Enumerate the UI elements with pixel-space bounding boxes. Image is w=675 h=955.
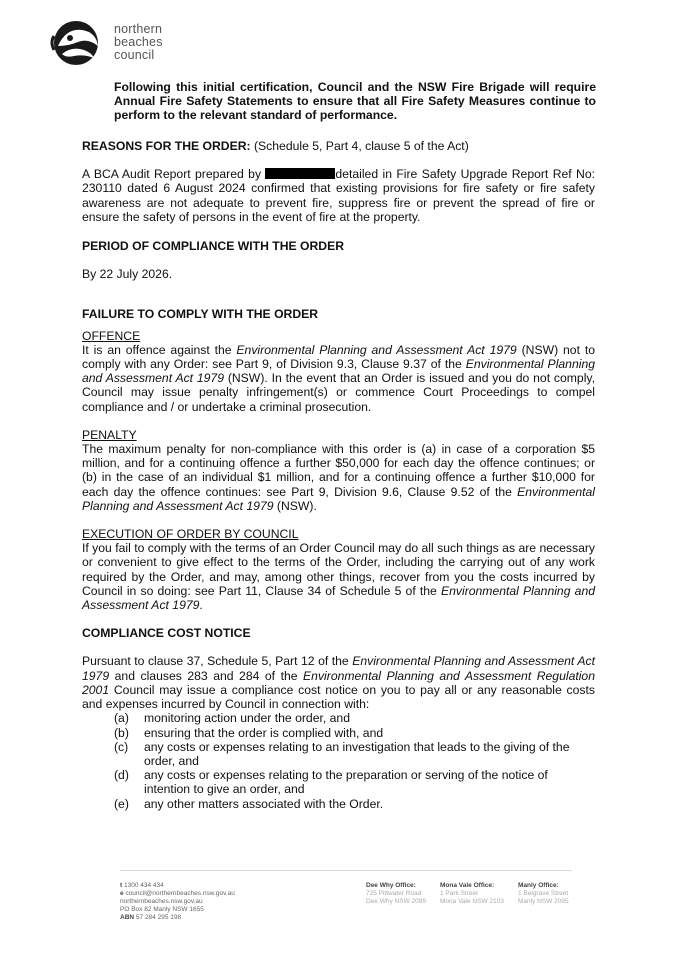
council-name — [114, 23, 163, 62]
office-name: Manly Office: — [518, 882, 559, 889]
phone-label: t — [120, 882, 123, 889]
footer-office-mona-vale — [440, 882, 504, 906]
cost-text-a: Pursuant to clause 37, Schedule 5, Part 12 of the — [82, 654, 353, 669]
cost-text-b: and clauses 283 and 284 of the — [109, 668, 304, 683]
list-item — [114, 711, 595, 725]
reasons-text-after: detailed in Fire Safety Upgrade Report Ref No: 230110 dated 6 August 2024 confirmed that existing provisions for fire safety or fire safety awareness are not adequate to prevent fire, suppress fire or prevent the spread of fire or ensure the safety of persons in the event of fire at the property. — [82, 167, 595, 224]
footer-office-manly — [518, 882, 569, 906]
list-item-label: (e) — [114, 796, 129, 811]
list-item-text: any costs or expenses relating to the preparation or serving of the notice of intention to give an order, and — [144, 768, 548, 797]
logo-line-1: northern — [114, 21, 163, 36]
footer-office-dee-why — [366, 882, 426, 906]
list-item-text: any other matters associated with the Order. — [144, 796, 384, 811]
offence-title: OFFENCE — [82, 328, 141, 343]
office-suburb: Manly NSW 2095 — [518, 898, 569, 905]
list-item-label: (c) — [114, 739, 129, 754]
penalty-title: PENALTY — [82, 427, 137, 442]
list-item-text: any costs or expenses relating to an investigation that leads to the giving of the order, and — [144, 739, 570, 768]
list-item — [114, 726, 595, 740]
cost-text-c: Council may issue a compliance cost notice on you to pay all or any reasonable costs and expenses incurred by Council in connection with: — [82, 682, 595, 712]
footer-pobox: PO Box 82 Manly NSW 1655 — [120, 906, 204, 913]
redaction-bar — [265, 168, 335, 179]
offence-text-b: (NSW) not to comply with any Order: see Part 9, of Division 9.3, Clause 9.37 of the — [82, 342, 596, 372]
list-item — [114, 768, 595, 796]
reasons-paragraph — [82, 167, 595, 224]
abn-label: ABN — [120, 914, 135, 921]
footer-website[interactable]: northernbeaches.nsw.gov.au — [120, 898, 203, 905]
footer-email[interactable]: council@northernbeaches.nsw.gov.au — [125, 890, 235, 897]
email-label: e — [120, 890, 124, 897]
act-name: Environmental Planning and Assessment Act 1979 — [82, 357, 595, 386]
list-item-label: (d) — [114, 768, 129, 783]
execution-text-b: . — [199, 598, 203, 613]
office-suburb: Mona Vale NSW 2103 — [440, 898, 504, 905]
list-item-text: ensuring that the order is complied with, and — [144, 725, 384, 740]
penalty-text-a: The maximum penalty for non-compliance with this order is (a) in case of a corporation $5 million, and for a continuing offence a further $50,000 for each day the offence continues; or (b) in the case of an individual $1 million, and for a continuing offence a further $10,000 for each day the offence continues: see Part 9, Division 9.6, Clause 9.52 of the — [82, 442, 595, 499]
offence-paragraph — [82, 343, 595, 414]
failure-heading: FAILURE TO COMPLY WITH THE ORDER — [82, 307, 319, 322]
footer-phone[interactable]: 1300 434 434 — [123, 882, 164, 889]
offence-text-c: (NSW). In the event that an Order is issued and you do not comply, Council may issue penalty infringement(s) or commence Court Proceedings to compel compliance and / or undertake a criminal prosecution. — [82, 371, 595, 414]
list-item — [114, 797, 595, 811]
footer-contact — [120, 882, 235, 922]
cost-heading: COMPLIANCE COST NOTICE — [82, 626, 251, 641]
council-emblem-icon — [48, 16, 106, 68]
office-name: Mona Vale Office: — [440, 882, 495, 889]
act-name: Environmental Planning and Assessment Act 1979 — [82, 654, 595, 683]
execution-title: EXECUTION OF ORDER BY COUNCIL — [82, 527, 299, 542]
list-item-label: (a) — [114, 711, 129, 726]
list-item — [114, 740, 595, 768]
act-name: Environmental Planning and Assessment Act 1979 — [82, 583, 595, 613]
cost-items-list — [82, 711, 595, 810]
penalty-text-b: (NSW). — [273, 498, 317, 513]
reasons-heading: REASONS FOR THE ORDER: — [82, 139, 251, 153]
office-suburb: Dee Why NSW 2099 — [366, 898, 426, 905]
office-address: 725 Pittwater Road — [366, 890, 422, 897]
office-address: 1 Park Street — [440, 890, 478, 897]
execution-text-a: If you fail to comply with the terms of an Order Council may do all such things as are necessary or convenient to give effect to the terms of the Order, including the carrying out of any work required by the Order, and may, among other things, recover from you the costs incurred by Council in so doing: see Part 11, Clause 34 of Schedule 5 of the — [82, 541, 595, 598]
logo-line-3: council — [114, 47, 155, 62]
cost-paragraph — [82, 654, 595, 711]
intro-paragraph: Following this initial certification, Council and the NSW Fire Brigade will require Annual Fire Safety Statements to ensure that all Fire Safety Measures continue to perform to the relevant standard of performance. — [114, 80, 596, 123]
list-item-text: monitoring action under the order, and — [144, 711, 350, 726]
act-name: Environmental Planning and Assessment Act 1979 — [82, 484, 595, 513]
footer-divider — [120, 870, 572, 871]
office-name: Dee Why Office: — [366, 882, 416, 889]
document-body — [82, 80, 595, 811]
reasons-heading-line — [82, 139, 595, 153]
reasons-text-before: A BCA Audit Report prepared by — [82, 167, 266, 182]
logo-line-2: beaches — [114, 34, 163, 49]
act-name: Environmental Planning and Assessment Act 1979 — [236, 342, 517, 357]
penalty-paragraph — [82, 442, 595, 513]
office-address: 1 Belgrave Street — [518, 890, 569, 897]
reasons-heading-suffix: (Schedule 5, Part 4, clause 5 of the Act) — [250, 139, 469, 153]
period-text: By 22 July 2026. — [82, 267, 173, 282]
execution-paragraph — [82, 541, 595, 612]
council-logo — [48, 16, 163, 68]
footer-abn: 57 284 295 198 — [135, 914, 182, 921]
period-heading: PERIOD OF COMPLIANCE WITH THE ORDER — [82, 239, 345, 254]
list-item-label: (b) — [114, 725, 129, 740]
regulation-name: Environmental Planning and Assessment Regulation 2001 — [82, 668, 595, 697]
offence-text-a: It is an offence against the — [82, 342, 237, 357]
